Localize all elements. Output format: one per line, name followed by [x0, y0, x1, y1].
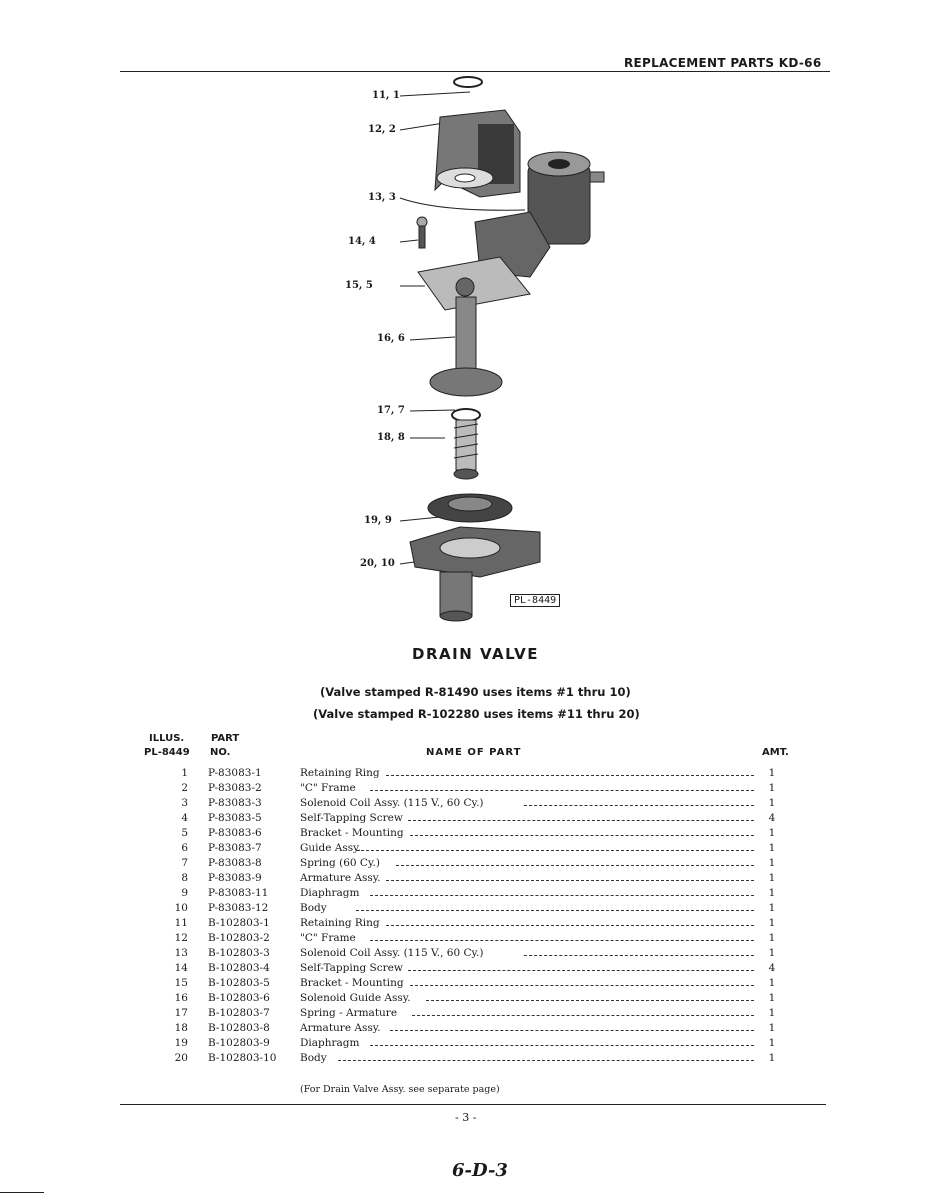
valve-note-1: (Valve stamped R-81490 uses items #1 thru 10): [320, 685, 631, 699]
item-number: 18: [174, 1022, 188, 1034]
part-number: P-83083-3: [208, 797, 262, 809]
parts-row: [0, 917, 944, 932]
callout-label: 15, 5: [345, 280, 373, 291]
valve-note-2: (Valve stamped R-102280 uses items #11 thru 20): [313, 707, 640, 721]
part-number: B-102803-2: [208, 932, 270, 944]
dotted-leader: [524, 955, 754, 956]
callout-label: 20, 10: [360, 558, 395, 569]
col-head-part-1: PART: [211, 733, 240, 744]
part-name: Guide Assy.: [300, 842, 362, 854]
item-number: 16: [174, 992, 188, 1004]
page-header-title: REPLACEMENT PARTS KD-66: [624, 56, 822, 70]
parts-row: [0, 932, 944, 947]
part-name: Diaphragm: [300, 887, 360, 899]
callout-label: 12, 2: [368, 124, 396, 135]
dotted-leader: [370, 940, 754, 941]
part-amount: 1: [768, 932, 776, 944]
dotted-leader: [370, 895, 754, 896]
callout-label: 14, 4: [348, 236, 376, 247]
parts-row: [0, 977, 944, 992]
dotted-leader: [356, 850, 754, 851]
dotted-leader: [386, 925, 754, 926]
part-amount: 1: [768, 857, 776, 869]
item-number: 8: [181, 872, 188, 884]
part-name: Retaining Ring: [300, 917, 380, 929]
part-amount: 4: [768, 962, 776, 974]
part-number: P-83083-8: [208, 857, 262, 869]
part-number: B-102803-10: [208, 1052, 277, 1064]
part-name: "C" Frame: [300, 932, 356, 944]
dotted-leader: [426, 1000, 754, 1001]
dotted-leader: [408, 820, 754, 821]
part-number: P-83083-7: [208, 842, 262, 854]
dotted-leader: [410, 985, 754, 986]
footer-rule: [120, 1104, 826, 1105]
item-number: 10: [174, 902, 188, 914]
plate-id-box: PL-8449: [510, 594, 560, 607]
col-head-illus-2: PL-8449: [144, 747, 190, 758]
part-amount: 1: [768, 1022, 776, 1034]
callout-label: 17, 7: [377, 405, 405, 416]
item-number: 15: [174, 977, 188, 989]
part-name: Body: [300, 902, 327, 914]
parts-row: [0, 947, 944, 962]
item-number: 1: [181, 767, 188, 779]
dotted-leader: [396, 865, 754, 866]
item-number: 12: [174, 932, 188, 944]
part-name: Spring - Armature: [300, 1007, 398, 1019]
part-amount: 1: [768, 902, 776, 914]
callout-label: 18, 8: [377, 432, 405, 443]
part-number: P-83083-6: [208, 827, 262, 839]
item-number: 7: [181, 857, 188, 869]
item-number: 13: [174, 947, 188, 959]
parts-row: [0, 812, 944, 827]
part-amount: 1: [768, 1052, 776, 1064]
parts-row: [0, 1037, 944, 1052]
callout-label: 19, 9: [364, 515, 392, 526]
col-head-illus-1: ILLUS.: [149, 733, 185, 744]
item-number: 5: [181, 827, 188, 839]
item-number: 9: [181, 887, 188, 899]
item-number: 14: [174, 962, 188, 974]
dotted-leader: [370, 790, 754, 791]
dotted-leader: [410, 835, 754, 836]
part-amount: 1: [768, 767, 776, 779]
part-number: P-83083-12: [208, 902, 269, 914]
dotted-leader: [408, 970, 754, 971]
item-number: 2: [181, 782, 188, 794]
part-name: Armature Assy.: [300, 1022, 381, 1034]
parts-row: [0, 842, 944, 857]
item-number: 4: [181, 812, 188, 824]
part-amount: 1: [768, 977, 776, 989]
parts-row: [0, 857, 944, 872]
page-edge-mark: [0, 1192, 44, 1193]
parts-row: [0, 887, 944, 902]
part-amount: 1: [768, 797, 776, 809]
parts-row: [0, 962, 944, 977]
part-number: P-83083-9: [208, 872, 262, 884]
callout-label: 11, 1: [372, 90, 400, 101]
handwritten-mark: 6-D-3: [452, 1160, 508, 1181]
part-amount: 1: [768, 782, 776, 794]
part-name: Solenoid Coil Assy. (115 V., 60 Cy.): [300, 797, 484, 809]
part-number: P-83083-5: [208, 812, 262, 824]
part-name: Body: [300, 1052, 327, 1064]
part-amount: 1: [768, 827, 776, 839]
parts-row: [0, 827, 944, 842]
parts-row: [0, 992, 944, 1007]
part-amount: 1: [768, 992, 776, 1004]
part-name: Retaining Ring: [300, 767, 380, 779]
parts-row: [0, 1007, 944, 1022]
part-amount: 1: [768, 887, 776, 899]
part-name: Self-Tapping Screw: [300, 962, 403, 974]
dotted-leader: [390, 1030, 754, 1031]
item-number: 11: [174, 917, 188, 929]
col-head-part-2: NO.: [210, 747, 231, 758]
screw-shape: [417, 217, 427, 248]
dotted-leader: [356, 910, 754, 911]
part-number: B-102803-6: [208, 992, 270, 1004]
parts-row: [0, 797, 944, 812]
part-name: Self-Tapping Screw: [300, 812, 403, 824]
part-number: B-102803-8: [208, 1022, 270, 1034]
col-head-name: NAME OF PART: [426, 747, 522, 758]
part-name: Diaphragm: [300, 1037, 360, 1049]
part-name: "C" Frame: [300, 782, 356, 794]
part-name: Solenoid Coil Assy. (115 V., 60 Cy.): [300, 947, 484, 959]
callout-label: 16, 6: [377, 333, 405, 344]
part-amount: 1: [768, 842, 776, 854]
part-amount: 1: [768, 872, 776, 884]
part-amount: 1: [768, 947, 776, 959]
parts-row: [0, 902, 944, 917]
parts-row: [0, 782, 944, 797]
callout-label: 13, 3: [368, 192, 396, 203]
part-name: Armature Assy.: [300, 872, 381, 884]
part-number: B-102803-9: [208, 1037, 270, 1049]
part-number: P-83083-2: [208, 782, 262, 794]
part-name: Spring (60 Cy.): [300, 857, 380, 869]
parts-row: [0, 767, 944, 782]
parts-row: [0, 1022, 944, 1037]
page-number: - 3 -: [455, 1111, 477, 1124]
part-amount: 1: [768, 1037, 776, 1049]
dotted-leader: [412, 1015, 754, 1016]
part-number: B-102803-5: [208, 977, 270, 989]
dotted-leader: [338, 1060, 754, 1061]
dotted-leader: [386, 775, 754, 776]
part-number: P-83083-1: [208, 767, 262, 779]
part-number: B-102803-1: [208, 917, 270, 929]
item-number: 17: [174, 1007, 188, 1019]
part-number: B-102803-7: [208, 1007, 270, 1019]
part-number: B-102803-3: [208, 947, 270, 959]
drain-valve-exploded-drawing: [330, 72, 630, 632]
parts-row: [0, 1052, 944, 1067]
parts-row: [0, 872, 944, 887]
section-title: DRAIN VALVE: [412, 645, 540, 663]
item-number: 6: [181, 842, 188, 854]
dotted-leader: [524, 805, 754, 806]
part-amount: 1: [768, 1007, 776, 1019]
item-number: 20: [174, 1052, 188, 1064]
part-number: P-83083-11: [208, 887, 269, 899]
item-number: 3: [181, 797, 188, 809]
col-head-amt: AMT.: [762, 747, 789, 758]
part-name: Bracket - Mounting: [300, 977, 404, 989]
part-number: B-102803-4: [208, 962, 270, 974]
dotted-leader: [386, 880, 754, 881]
item-number: 19: [174, 1037, 188, 1049]
part-amount: 4: [768, 812, 776, 824]
part-name: Solenoid Guide Assy.: [300, 992, 411, 1004]
part-amount: 1: [768, 917, 776, 929]
dotted-leader: [370, 1045, 754, 1046]
footnote: (For Drain Valve Assy. see separate page): [300, 1084, 500, 1095]
part-name: Bracket - Mounting: [300, 827, 404, 839]
